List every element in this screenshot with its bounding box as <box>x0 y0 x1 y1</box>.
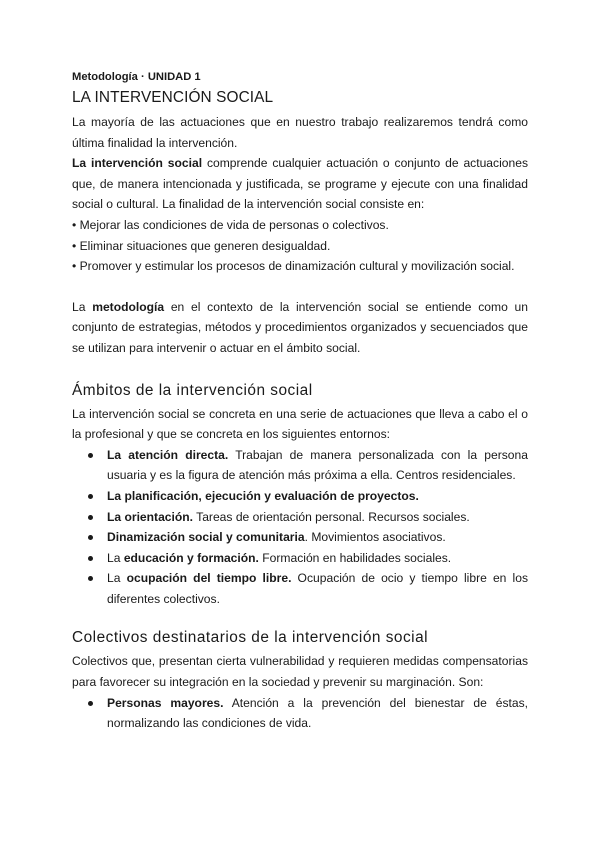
ambitos-intro: La intervención social se concreta en una serie de actuaciones que lleva a cabo el o la profesional y que se concreta en los siguientes entornos: <box>72 406 528 442</box>
bullet-dot-icon <box>88 515 93 520</box>
item-term: Personas mayores. <box>107 695 224 710</box>
item-term: ocupación del tiempo libre. <box>126 571 292 586</box>
definition-text: comprende cualquier actuación o conjunto de actuaciones que, de manera intencionada y justificada, se programe y ejecute con una finalidad social o cultural. La finalidad de la intervención social consiste en: <box>72 156 528 212</box>
item-text: Ocupación de ocio y tiempo libre en los diferentes colectivos. <box>107 571 528 606</box>
section-heading-colectivos: Colectivos destinatarios de la intervención social <box>72 629 429 647</box>
definition-term: La intervención social <box>72 156 203 171</box>
page-title: LA INTERVENCIÓN SOCIAL <box>72 89 274 106</box>
methodology-pre: La <box>72 299 93 314</box>
bullet-dot-icon <box>88 453 93 458</box>
item-term: La atención directa. <box>107 447 229 462</box>
bullet-dot-icon <box>88 576 93 581</box>
bullet-dot-icon <box>88 494 93 499</box>
item-term: La orientación. <box>107 509 194 524</box>
item-text: Trabajan de manera personalizada con la persona usuaria y es la figura de atención más próxima a ella. Centros residenciales. <box>107 447 528 483</box>
methodology-text: en el contexto de la intervención social se entiende como un conjunto de estrategias, métodos y procedimientos organizados y secuenciados que se utilizan para intervenir o actuar en el ámbito social. <box>72 299 528 355</box>
list-item: La educación y formación. Formación en habilidades sociales. <box>86 548 528 569</box>
list-item <box>86 445 528 486</box>
bullet-dot-icon <box>88 701 93 706</box>
item-text: Formación en habilidades sociales. <box>258 550 452 565</box>
colectivos-intro: Colectivos que, presentan cierta vulnerabilidad y requieren medidas compensatorias para favorecer su integración en la sociedad y prevenir su marginación. Son: <box>72 654 528 690</box>
unit-header: Metodología · UNIDAD 1 <box>72 71 201 83</box>
item-term: La planificación, ejecución y evaluación de proyectos. <box>107 488 419 503</box>
item-text: . Movimientos asociativos. <box>304 530 446 545</box>
ambitos-list <box>72 445 528 610</box>
list-item <box>86 507 528 528</box>
intro-paragraph: La mayoría de las actuaciones que en nuestro trabajo realizaremos tendrá como última finalidad la intervención. <box>72 115 528 150</box>
definition-paragraph <box>72 153 528 215</box>
item-text: Atención a la prevención del bienestar de éstas, normalizando las condiciones de vida. <box>107 695 528 731</box>
list-item: La ocupación del tiempo libre. Ocupación de ocio y tiempo libre en los diferentes colectivos. <box>86 568 528 609</box>
section-heading-ambitos: Ámbitos de la intervención social <box>72 381 313 399</box>
purpose-bullet: • Promover y estimular los procesos de dinamización cultural y movilización social. <box>72 259 515 274</box>
item-term: educación y formación. <box>123 550 259 565</box>
list-item <box>86 486 528 507</box>
bullet-dot-icon <box>88 535 93 540</box>
list-item <box>86 693 528 734</box>
purpose-bullet: • Mejorar las condiciones de vida de personas o colectivos. <box>72 217 389 232</box>
methodology-paragraph <box>72 297 528 359</box>
methodology-term: metodología <box>92 299 165 314</box>
list-item <box>86 527 528 548</box>
bullet-dot-icon <box>88 556 93 561</box>
item-text: Tareas de orientación personal. Recursos sociales. <box>193 509 470 524</box>
purpose-bullet: • Eliminar situaciones que generen desigualdad. <box>72 238 331 253</box>
colectivos-list <box>72 693 528 734</box>
item-term: Dinamización social y comunitaria <box>107 530 305 545</box>
